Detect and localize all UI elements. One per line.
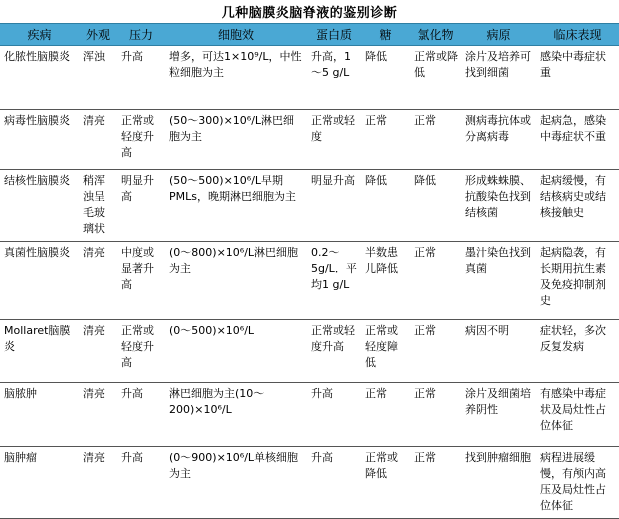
cell-appearance: 清亮 — [79, 110, 117, 170]
header-chloride: 氯化物 — [410, 24, 461, 46]
header-clinical: 临床表现 — [536, 24, 619, 46]
cell-protein: 正常或轻度 — [307, 110, 361, 170]
cell-disease: 脑脓肿 — [0, 383, 79, 447]
table-row — [0, 447, 619, 519]
cell-pressure: 升高 — [117, 383, 165, 447]
cell-appearance: 稍浑浊呈毛玻璃状 — [79, 170, 117, 242]
cell-pressure: 升高 — [117, 447, 165, 519]
cell-pressure: 正常或轻度升高 — [117, 320, 165, 383]
cell-cells: (50～300)×10⁶/L淋巴细胞为主 — [165, 110, 307, 170]
cell-chloride: 降低 — [410, 170, 461, 242]
cell-chloride: 正常 — [410, 110, 461, 170]
cell-cells: 淋巴细胞为主(10～200)×10⁶/L — [165, 383, 307, 447]
table-row — [0, 242, 619, 320]
cell-pathogen: 墨汁染色找到真菌 — [461, 242, 536, 320]
cell-clinical: 病程进展缓慢，有颅内高压及局灶性占位体征 — [536, 447, 619, 519]
cell-disease: 化脓性脑膜炎 — [0, 46, 79, 110]
cell-appearance: 浑浊 — [79, 46, 117, 110]
cell-cells: (0～800)×10⁶/L淋巴细胞为主 — [165, 242, 307, 320]
cell-pathogen: 涂片及培养可找到细菌 — [461, 46, 536, 110]
cell-appearance: 清亮 — [79, 242, 117, 320]
cell-pressure: 中度或显著升高 — [117, 242, 165, 320]
cell-pathogen: 找到肿瘤细胞 — [461, 447, 536, 519]
header-pressure: 压力 — [117, 24, 165, 46]
table-row — [0, 383, 619, 447]
cell-clinical: 症状轻，多次反复发病 — [536, 320, 619, 383]
cell-protein: 升高 — [307, 383, 361, 447]
cell-clinical: 起病缓慢，有结核病史或结核接触史 — [536, 170, 619, 242]
cell-sugar: 降低 — [361, 46, 410, 110]
cell-protein: 0.2～5g/L．平均1 g/L — [307, 242, 361, 320]
cell-sugar: 正常 — [361, 383, 410, 447]
cell-disease: 真菌性脑膜炎 — [0, 242, 79, 320]
header-disease: 疾病 — [0, 24, 79, 46]
cell-pathogen: 测病毒抗体或分离病毒 — [461, 110, 536, 170]
table-row — [0, 110, 619, 170]
cell-disease: 脑肿瘤 — [0, 447, 79, 519]
cell-chloride: 正常 — [410, 320, 461, 383]
header-pathogen: 病原 — [461, 24, 536, 46]
table-title: 几种脑膜炎脑脊液的鉴别诊断 — [221, 6, 398, 21]
cell-disease: 病毒性脑膜炎 — [0, 110, 79, 170]
cell-clinical: 感染中毒症状重 — [536, 46, 619, 110]
cell-cells: (0～500)×10⁶/L — [165, 320, 307, 383]
cell-cells: 增多，可达1×10⁹/L，中性粒细胞为主 — [165, 46, 307, 110]
table-row — [0, 320, 619, 383]
header-appearance: 外观 — [79, 24, 117, 46]
cell-sugar: 正常或降低 — [361, 447, 410, 519]
cell-protein: 明显升高 — [307, 170, 361, 242]
cell-pathogen: 涂片及细菌培养阴性 — [461, 383, 536, 447]
header-sugar: 糖 — [361, 24, 410, 46]
cell-pathogen: 形成蛛蛛膜、抗酸染色找到结核菌 — [461, 170, 536, 242]
cell-chloride: 正常 — [410, 242, 461, 320]
cell-chloride: 正常 — [410, 447, 461, 519]
cell-disease: 结核性脑膜炎 — [0, 170, 79, 242]
cell-chloride: 正常 — [410, 383, 461, 447]
header-protein: 蛋白质 — [307, 24, 361, 46]
cell-protein: 升高，1～5 g/L — [307, 46, 361, 110]
cell-cells: (0～900)×10⁶/L单核细胞为主 — [165, 447, 307, 519]
cell-clinical: 有感染中毒症状及局灶性占位体征 — [536, 383, 619, 447]
cell-cells: (50～500)×10⁶/L早期PMLs，晚期淋巴细胞为主 — [165, 170, 307, 242]
cell-sugar: 半数患儿降低 — [361, 242, 410, 320]
cell-protein: 升高 — [307, 447, 361, 519]
diagnosis-table — [0, 23, 619, 519]
cell-protein: 正常或轻度升高 — [307, 320, 361, 383]
cell-disease: Mollaret脑膜炎 — [0, 320, 79, 383]
cell-pathogen: 病因不明 — [461, 320, 536, 383]
cell-appearance: 清亮 — [79, 447, 117, 519]
cell-sugar: 正常或轻度障低 — [361, 320, 410, 383]
cell-sugar: 降低 — [361, 170, 410, 242]
cell-pressure: 正常或轻度升高 — [117, 110, 165, 170]
cell-pressure: 升高 — [117, 46, 165, 110]
cell-sugar: 正常 — [361, 110, 410, 170]
cell-appearance: 清亮 — [79, 383, 117, 447]
table-row — [0, 170, 619, 242]
header-row — [0, 24, 619, 46]
cell-appearance: 清亮 — [79, 320, 117, 383]
header-cells: 细胞效 — [165, 24, 307, 46]
cell-pressure: 明显升高 — [117, 170, 165, 242]
cell-clinical: 起病急，感染中毒症状不重 — [536, 110, 619, 170]
cell-clinical: 起病隐袭，有长期用抗生素及免疫抑制剂史 — [536, 242, 619, 320]
cell-chloride: 正常或降低 — [410, 46, 461, 110]
table-row — [0, 46, 619, 110]
